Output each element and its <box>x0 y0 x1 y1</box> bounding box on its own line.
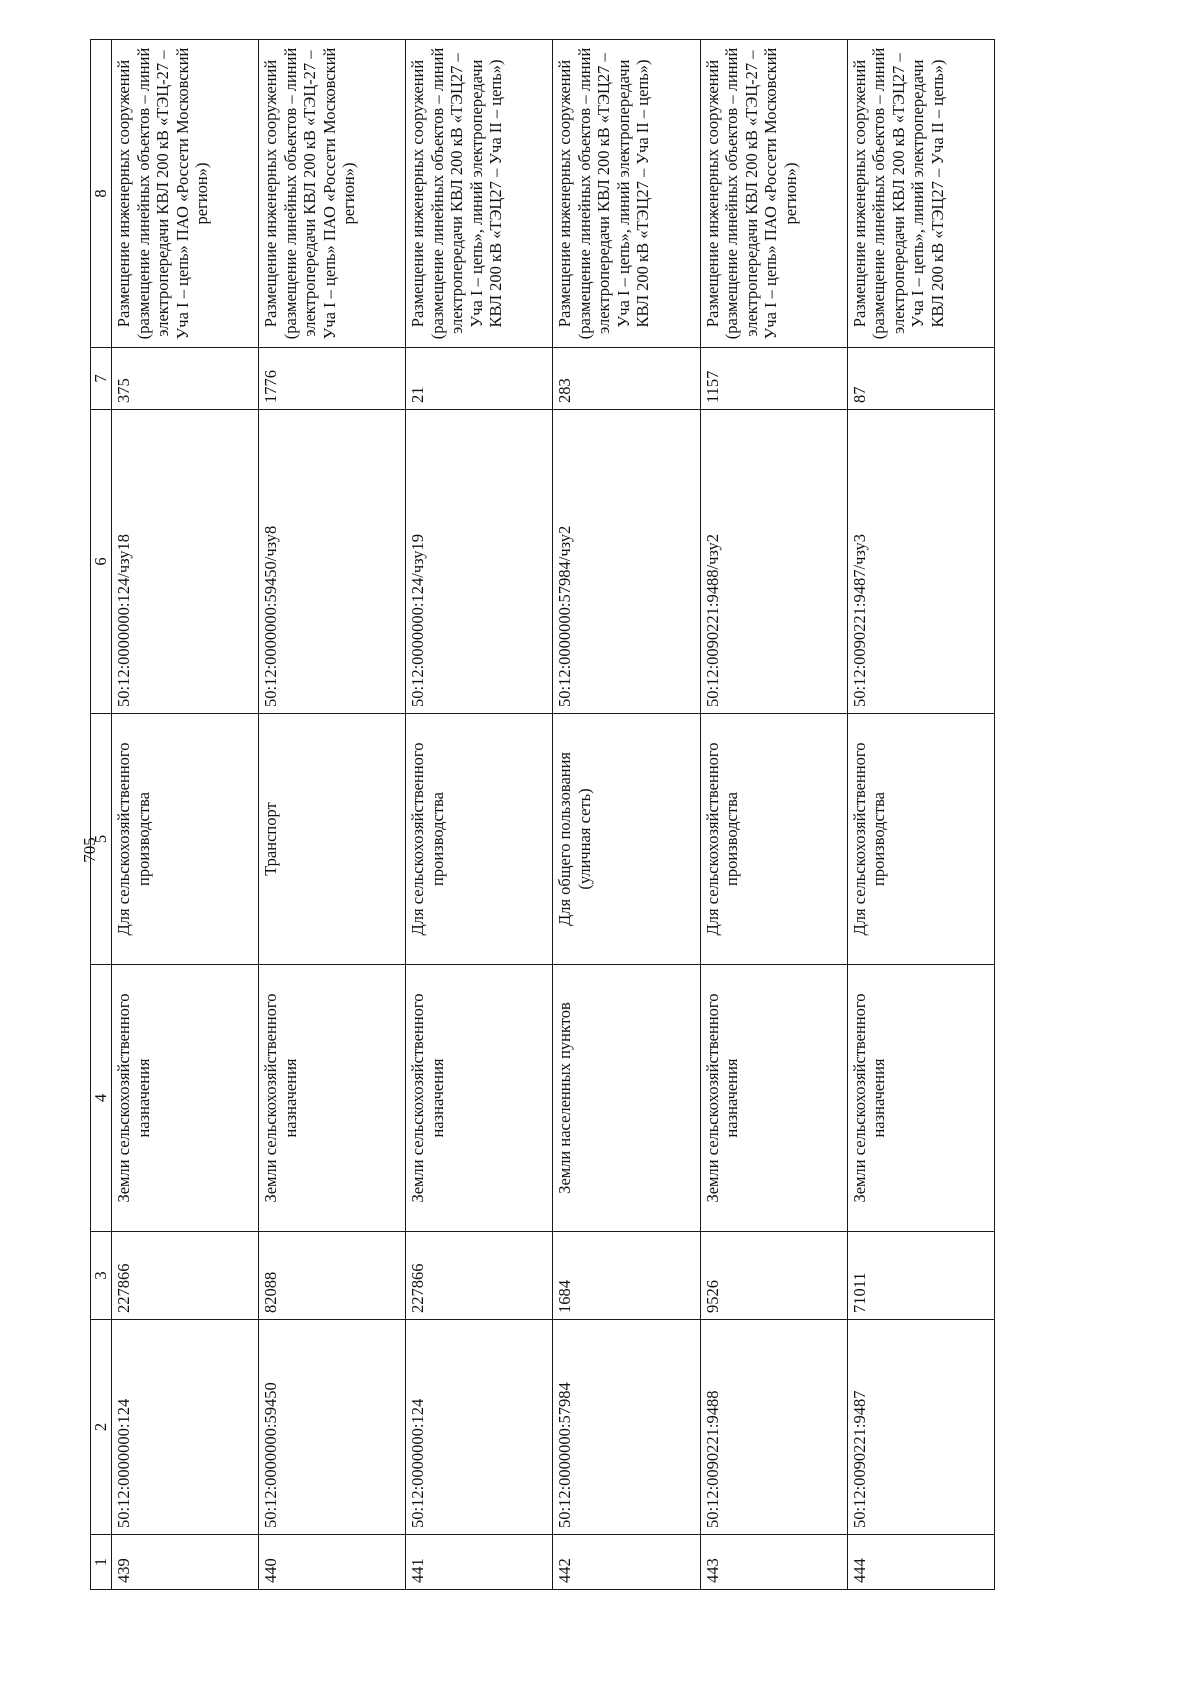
column-number-7: 7 <box>91 348 112 410</box>
table-row <box>700 40 847 1590</box>
column-number-2: 2 <box>91 1320 112 1535</box>
land-category: Земли населенных пунктов <box>553 965 700 1232</box>
cadastral-number: 50:12:0090221:9488 <box>700 1320 847 1535</box>
plot-area: 9526 <box>700 1232 847 1320</box>
row-number: 441 <box>406 1535 553 1590</box>
land-plots-table <box>90 39 995 1590</box>
plot-part-number: 50:12:0000000:59450/чзу8 <box>259 410 406 714</box>
permitted-use: Для сельскохозяйственного производства <box>847 714 994 965</box>
plot-part-number: 50:12:0090221:9487/чзу3 <box>847 410 994 714</box>
table-row <box>553 40 700 1590</box>
purpose-text: Размещение инженерных сооружений (размещение линейных объектов – линий электропередачи КВЛ 200 кВ «ТЭЦ27 – Уча I – цепь», линий электропередачи КВЛ 200 кВ «ТЭЦ27 – Уча II – цепь») <box>847 40 994 348</box>
page-number: 705 <box>80 837 99 863</box>
plot-area: 227866 <box>406 1232 553 1320</box>
cadastral-number: 50:12:0090221:9487 <box>847 1320 994 1535</box>
column-number-8: 8 <box>91 40 112 348</box>
row-number: 444 <box>847 1535 994 1590</box>
plot-part-number: 50:12:0000000:124/чзу19 <box>406 410 553 714</box>
permitted-use: Транспорт <box>259 714 406 965</box>
purpose-text: Размещение инженерных сооружений (размещение линейных объектов – линий электропередачи КВЛ 200 кВ «ТЭЦ27 – Уча I – цепь», линий электропередачи КВЛ 200 кВ «ТЭЦ27 – Уча II – цепь») <box>406 40 553 348</box>
plot-part-area: 375 <box>112 348 259 410</box>
purpose-text: Размещение инженерных сооружений (размещение линейных объектов – линий электропередачи КВЛ 200 кВ «ТЭЦ27 – Уча I – цепь», линий электропередачи КВЛ 200 кВ «ТЭЦ27 – Уча II – цепь») <box>553 40 700 348</box>
column-number-row <box>91 40 112 1590</box>
plot-part-number: 50:12:0000000:57984/чзу2 <box>553 410 700 714</box>
column-number-4: 4 <box>91 965 112 1232</box>
row-number: 442 <box>553 1535 700 1590</box>
purpose-text: Размещение инженерных сооружений (размещение линейных объектов – линий электропередачи КВЛ 200 кВ «ТЭЦ-27 – Уча I – цепь» ПАО «Россети Московский регион») <box>700 40 847 348</box>
table-row <box>847 40 994 1590</box>
rotated-table-container <box>90 40 995 1590</box>
column-number-5: 5 <box>91 714 112 965</box>
row-number: 443 <box>700 1535 847 1590</box>
land-category: Земли сельскохозяйственного назначения <box>700 965 847 1232</box>
table-row <box>406 40 553 1590</box>
permitted-use: Для сельскохозяйственного производства <box>112 714 259 965</box>
plot-area: 227866 <box>112 1232 259 1320</box>
plot-part-area: 21 <box>406 348 553 410</box>
column-number-3: 3 <box>91 1232 112 1320</box>
plot-part-area: 1157 <box>700 348 847 410</box>
table-row <box>112 40 259 1590</box>
table-row <box>259 40 406 1590</box>
permitted-use: Для сельскохозяйственного производства <box>406 714 553 965</box>
column-number-6: 6 <box>91 410 112 714</box>
row-number: 440 <box>259 1535 406 1590</box>
plot-part-area: 87 <box>847 348 994 410</box>
cadastral-number: 50:12:0000000:57984 <box>553 1320 700 1535</box>
row-number: 439 <box>112 1535 259 1590</box>
column-number-1: 1 <box>91 1535 112 1590</box>
plot-part-number: 50:12:0000000:124/чзу18 <box>112 410 259 714</box>
plot-area: 82088 <box>259 1232 406 1320</box>
permitted-use: Для сельскохозяйственного производства <box>700 714 847 965</box>
plot-part-area: 283 <box>553 348 700 410</box>
plot-area: 71011 <box>847 1232 994 1320</box>
purpose-text: Размещение инженерных сооружений (размещение линейных объектов – линий электропередачи КВЛ 200 кВ «ТЭЦ-27 – Уча I – цепь» ПАО «Россети Московский регион») <box>259 40 406 348</box>
cadastral-number: 50:12:0000000:124 <box>406 1320 553 1535</box>
plot-area: 1684 <box>553 1232 700 1320</box>
cadastral-number: 50:12:0000000:59450 <box>259 1320 406 1535</box>
land-category: Земли сельскохозяйственного назначения <box>847 965 994 1232</box>
land-category: Земли сельскохозяйственного назначения <box>259 965 406 1232</box>
plot-part-area: 1776 <box>259 348 406 410</box>
purpose-text: Размещение инженерных сооружений (размещение линейных объектов – линий электропередачи КВЛ 200 кВ «ТЭЦ-27 – Уча I – цепь» ПАО «Россети Московский регион») <box>112 40 259 348</box>
land-category: Земли сельскохозяйственного назначения <box>406 965 553 1232</box>
plot-part-number: 50:12:0090221:9488/чзу2 <box>700 410 847 714</box>
permitted-use: Для общего пользования (уличная сеть) <box>553 714 700 965</box>
land-category: Земли сельскохозяйственного назначения <box>112 965 259 1232</box>
cadastral-number: 50:12:0000000:124 <box>112 1320 259 1535</box>
